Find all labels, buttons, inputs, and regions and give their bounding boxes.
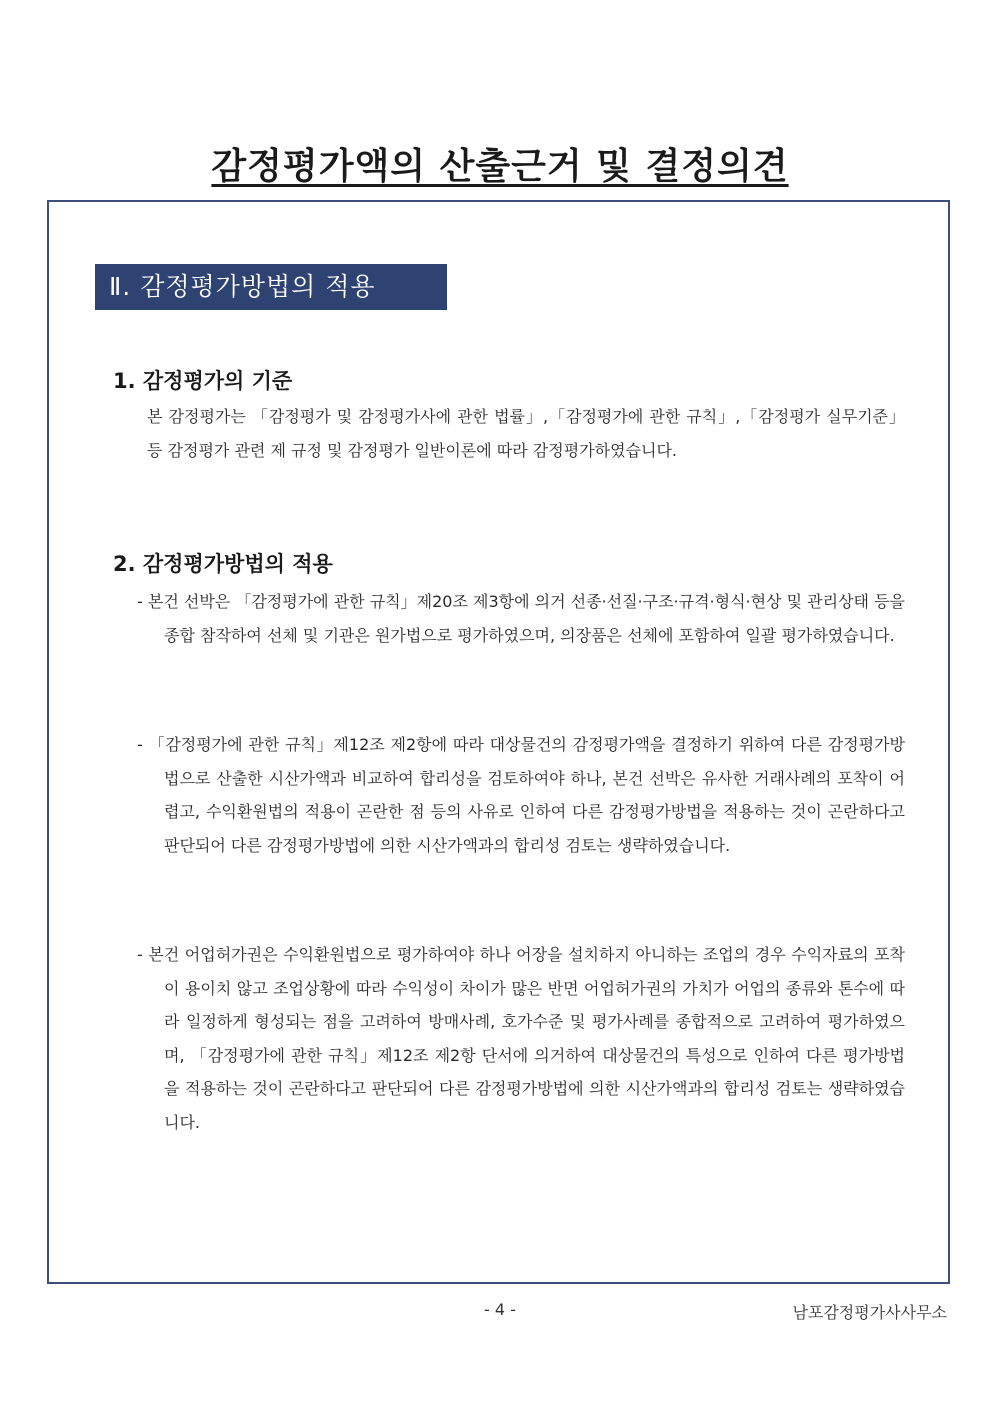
subsection-heading-method: 2. 감정평가방법의 적용 [113,552,333,576]
page-number: - 4 - [484,1300,516,1319]
subsection-heading-criteria: 1. 감정평가의 기준 [113,369,293,393]
criteria-paragraph: 본 감정평가는 「감정평가 및 감정평가사에 관한 법률」,「감정평가에 관한 규칙」,「감정평가 실무기준」 등 감정평가 관련 제 규정 및 감정평가 일반이론에 따라 감정평가하였습니다. [147,407,905,460]
page-title [0,138,1000,189]
method-item-fishing-license: - 본건 어업허가권은 수익환원법으로 평가하여야 하나 어장을 설치하지 아니하는 조업의 경우 수익자료의 포착이 용이치 않고 조업상황에 따라 수익성이 차이가 많은 반면 어업허가권의 가치가 어업의 종류와 톤수에 따라 일정하게 형성되는 점을 고려하여 방매사례, 호가수준 및 평가사례를 종합적으로 고려하여 평가하였으며, 「감정평가에 관한 규칙」제12조 제2항 단서에 의거하여 대상물건의 특성으로 인하여 다른 평가방법을 적용하는 것이 곤란하다고 판단되어 다른 감정평가방법에 의한 시산가액과의 합리성 검토는 생략하였습니다. [137,945,905,1132]
section-banner: Ⅱ. 감정평가방법의 적용 [95,264,447,310]
method-item-vessel: - 본건 선박은 「감정평가에 관한 규칙」제20조 제3항에 의거 선종·선질·구조·규격·형식·현상 및 관리상태 등을 종합 참작하여 선체 및 기관은 원가법으로 평가하였으며, 의장품은 선체에 포함하여 일괄 평가하였습니다. [137,592,905,645]
method-item-rationality: - 「감정평가에 관한 규칙」제12조 제2항에 따라 대상물건의 감정평가액을 결정하기 위하여 다른 감정평가방법으로 산출한 시산가액과 비교하여 합리성을 검토하여야 하나, 본건 선박은 유사한 거래사례의 포착이 어렵고, 수익환원법의 적용이 곤란한 점 등의 사유로 인하여 다른 감정평가방법을 적용하는 것이 곤란하다고 판단되어 다른 감정평가방법에 의한 시산가액과의 합리성 검토는 생략하였습니다. [137,735,905,855]
page-title-text: 감정평가액의 산출근거 및 결정의견 [211,146,789,187]
office-name: 남포감정평가사사무소 [792,1303,947,1322]
